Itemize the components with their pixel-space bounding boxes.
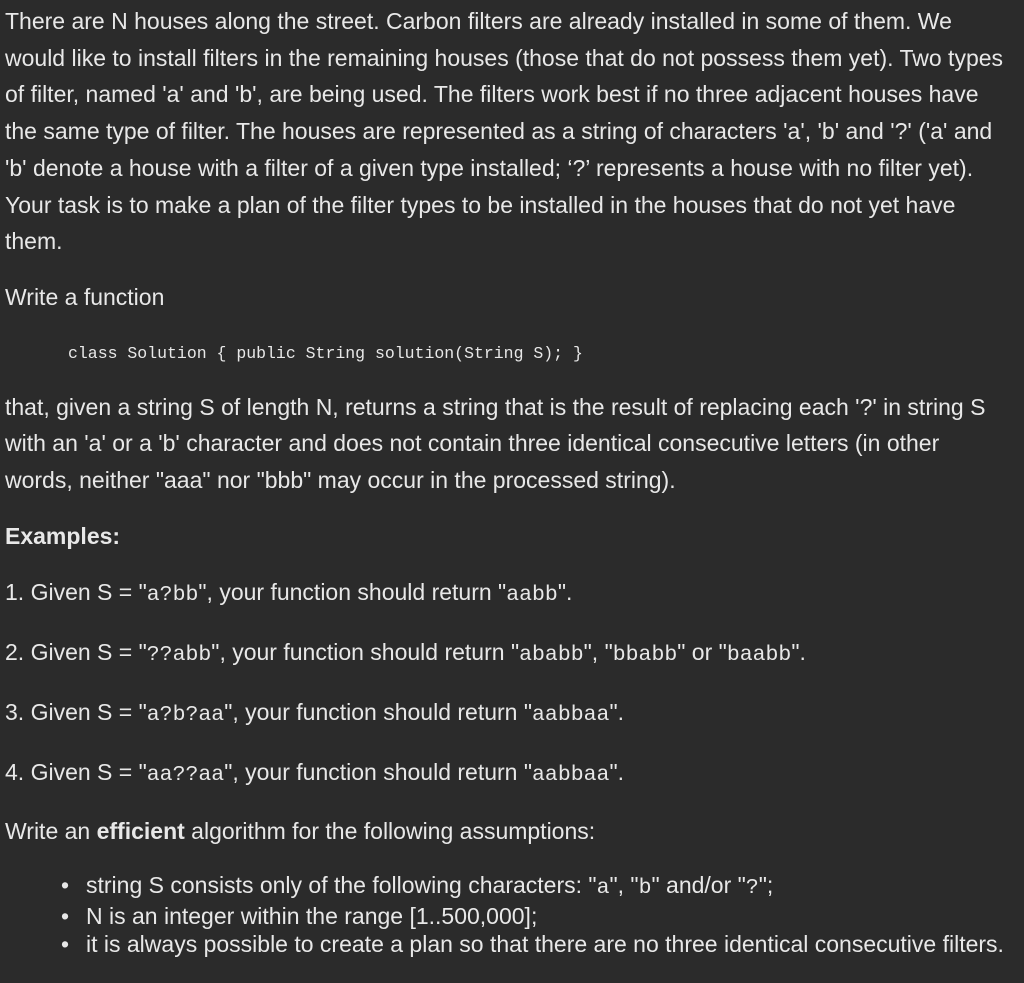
example-output-suffix: ", " xyxy=(583,639,613,666)
example-prefix: 4. Given S = " xyxy=(5,758,147,785)
returns-description: that, given a string S of length N, returns a string that is the result of replacing each '?' in string S with an 'a' or a 'b' character and does not contain three identical consecutive letters (in other words, neither "aaa" nor "bbb" may occur in the processed string). xyxy=(5,393,986,494)
code-signature: class Solution { public String solution(String S); } xyxy=(68,343,583,363)
assumptions-list xyxy=(5,871,1011,958)
example-output: aabbaa xyxy=(532,702,610,727)
write-function-label: Write a function xyxy=(5,283,165,310)
assumption-item xyxy=(61,871,1011,902)
assumption-text: " and/or " xyxy=(651,871,746,898)
example-prefix: 2. Given S = " xyxy=(5,639,147,666)
example-item xyxy=(5,634,1011,674)
assumptions-intro-before: Write an xyxy=(5,818,97,845)
assumption-text: ? xyxy=(745,875,759,900)
example-output: ababb xyxy=(519,643,584,668)
example-output: aabbaa xyxy=(532,762,610,787)
example-item xyxy=(5,694,1011,734)
problem-intro: There are N houses along the street. Carbon filters are already installed in some of them. We would like to install filters in the remaining houses (those that do not possess them yet). Two types of filter, named 'a' and 'b', are being used. The filters work best if no three adjacent houses have the same type of filter. The houses are represented as a string of characters 'a', 'b' and '?' ('a' and 'b' denote a house with a filter of a given type installed; ‘?’ represents a house with no filter yet). Your task is to make a plan of the filter types to be installed in the houses that do not yet have them. xyxy=(5,8,1004,255)
assumption-text: ", " xyxy=(609,871,639,898)
examples-heading: Examples: xyxy=(5,522,121,549)
example-output: baabb xyxy=(726,643,792,668)
assumptions-intro-after: algorithm for the following assumptions: xyxy=(184,818,596,845)
example-input: a?bb xyxy=(146,583,199,608)
example-middle: ", your function should return " xyxy=(224,758,533,785)
assumption-text: string S consists only of the following characters: " xyxy=(86,871,597,898)
example-item xyxy=(5,574,1011,614)
example-output-suffix: " or " xyxy=(677,639,727,666)
example-input: ??abb xyxy=(146,643,212,668)
example-middle: ", your function should return " xyxy=(211,639,520,666)
assumption-item xyxy=(61,902,1011,930)
example-item xyxy=(5,754,1011,794)
assumption-text: N is an integer within the range [1..500,000]; xyxy=(86,902,538,929)
assumption-text: "; xyxy=(758,871,774,898)
assumption-text: it is always possible to create a plan so that there are no three identical consecutive filters. xyxy=(86,930,1004,957)
example-output: bbabb xyxy=(612,643,678,668)
example-middle: ", your function should return " xyxy=(224,698,533,725)
example-output-suffix: ". xyxy=(609,698,624,725)
assumption-item xyxy=(61,930,1011,958)
example-input: aa??aa xyxy=(146,762,225,787)
assumptions-intro xyxy=(5,813,1011,850)
example-prefix: 1. Given S = " xyxy=(5,579,147,606)
assumptions-intro-bold: efficient xyxy=(96,818,185,845)
example-output-suffix: ". xyxy=(791,639,806,666)
example-input: a?b?aa xyxy=(146,702,225,727)
examples-list xyxy=(5,574,1011,793)
assumption-text: b xyxy=(638,875,652,900)
bullet-icon: • xyxy=(61,871,70,898)
example-output-suffix: ". xyxy=(557,579,573,606)
example-output: aabb xyxy=(506,583,558,608)
bullet-icon: • xyxy=(61,930,70,957)
example-middle: ", your function should return " xyxy=(198,579,507,606)
bullet-icon: • xyxy=(61,902,70,929)
assumption-text: a xyxy=(596,875,610,900)
example-output-suffix: ". xyxy=(609,758,624,785)
example-prefix: 3. Given S = " xyxy=(5,698,147,725)
